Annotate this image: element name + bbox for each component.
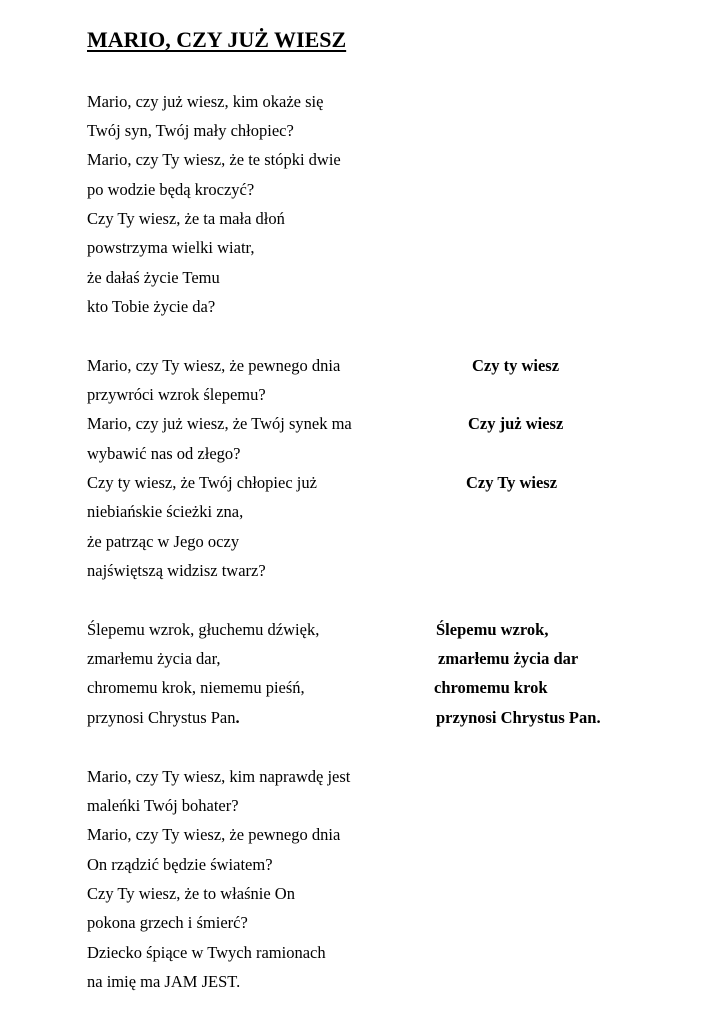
- verse-line: Mario, czy Ty wiesz, że pewnego dnia: [87, 825, 341, 844]
- verse-line: Czy Ty wiesz, że ta mała dłoń: [87, 209, 285, 228]
- verse-line: Mario, czy już wiesz, kim okaże się: [87, 92, 324, 111]
- verse-line: Mario, czy Ty wiesz, że pewnego dnia: [87, 356, 341, 375]
- chorus-last-line: przynosi Chrystus Pan: [87, 708, 236, 727]
- verse-line: najświętszą widzisz twarz?: [87, 561, 266, 580]
- verse-line: na imię ma JAM JEST.: [87, 972, 241, 991]
- echo-line: chromemu krok: [434, 678, 548, 697]
- chorus-line: Ślepemu wzrok, głuchemu dźwięk,: [87, 620, 320, 639]
- echo-line: Ślepemu wzrok,: [436, 620, 549, 639]
- verse-line: że dałaś życie Temu: [87, 268, 220, 287]
- verse-line: powstrzyma wielki wiatr,: [87, 238, 255, 257]
- chorus-line: zmarłemu życia dar,: [87, 649, 221, 668]
- chorus-end-mark: .: [235, 708, 240, 727]
- verse-line: Twój syn, Twój mały chłopiec?: [87, 121, 294, 140]
- verse-line: Czy ty wiesz, że Twój chłopiec już: [87, 473, 317, 492]
- verse-line: Mario, czy już wiesz, że Twój synek ma: [87, 414, 352, 433]
- verse-line: Mario, czy Ty wiesz, że te stópki dwie: [87, 150, 341, 169]
- verse-line: Dziecko śpiące w Twych ramionach: [87, 943, 326, 962]
- song-title: MARIO, CZY JUŻ WIESZ: [87, 27, 347, 52]
- echo-line: zmarłemu życia dar: [438, 649, 579, 668]
- echo-line: Czy Ty wiesz: [466, 473, 558, 492]
- verse-line: kto Tobie życie da?: [87, 297, 216, 316]
- verse-line: maleńki Twój bohater?: [87, 796, 239, 815]
- echo-line: przynosi Chrystus Pan.: [436, 708, 601, 727]
- verse-line: wybawić nas od złego?: [87, 444, 241, 463]
- verse-line: że patrząc w Jego oczy: [87, 532, 240, 551]
- chorus-line: [87, 708, 240, 728]
- verse-line: przywróci wzrok ślepemu?: [87, 385, 266, 404]
- verse-line: Mario, czy Ty wiesz, kim naprawdę jest: [87, 767, 351, 786]
- verse-line: pokona grzech i śmierć?: [87, 913, 248, 932]
- verse-line: po wodzie będą kroczyć?: [87, 180, 255, 199]
- chorus-line: chromemu krok, niememu pieśń,: [87, 678, 305, 697]
- verse-line: On rządzić będzie światem?: [87, 855, 273, 874]
- verse-line: niebiańskie ścieżki zna,: [87, 502, 244, 521]
- verse-line: Czy Ty wiesz, że to właśnie On: [87, 884, 295, 903]
- echo-line: Czy już wiesz: [468, 414, 564, 433]
- echo-line: Czy ty wiesz: [472, 356, 560, 375]
